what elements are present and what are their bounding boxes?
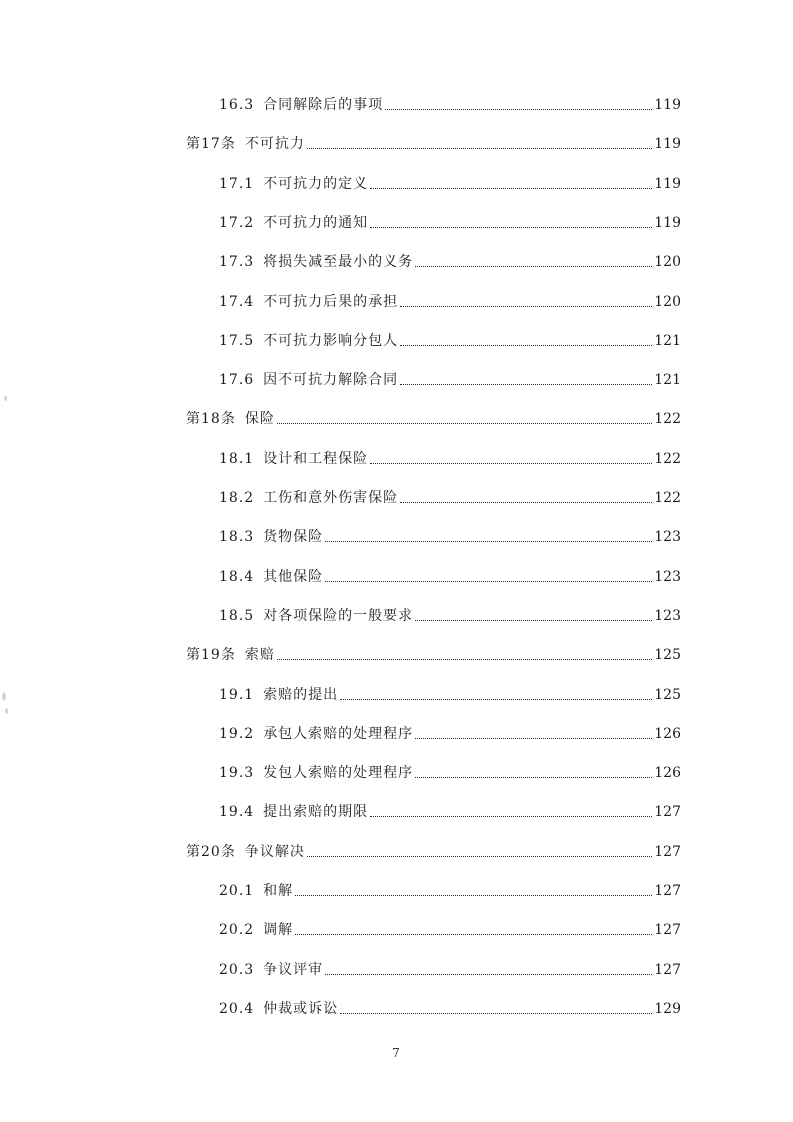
entry-number: 第20条: [186, 843, 236, 860]
dot-leader: [307, 856, 652, 857]
entry-number: 20.3: [219, 961, 255, 978]
entry-title: 索赔: [244, 647, 275, 664]
entry-number: 19.1: [219, 686, 255, 703]
entry-title: 合同解除后的事项: [263, 97, 384, 113]
entry-number: 16.3: [219, 97, 255, 113]
toc-section-entry: [219, 682, 681, 704]
entry-page-number: 125: [654, 647, 681, 664]
entry-page-number: 123: [654, 607, 681, 624]
entry-page-number: 121: [654, 332, 681, 349]
toc-section-entry: [219, 721, 681, 743]
dot-leader: [277, 659, 652, 660]
toc-section-entry: [219, 996, 681, 1018]
entry-title: 不可抗力的定义: [263, 175, 369, 192]
entry-title: 调解: [263, 922, 294, 939]
entry-page-number: 119: [654, 214, 681, 231]
toc-section-entry: [219, 485, 681, 507]
entry-page-number: 122: [654, 411, 681, 428]
scan-speck: [2, 692, 6, 701]
entry-title: 对各项保险的一般要求: [263, 607, 414, 624]
page-number: 7: [392, 1046, 400, 1060]
dot-leader: [415, 738, 652, 739]
entry-number: 19.3: [219, 765, 255, 782]
entry-page-number: 119: [654, 175, 681, 192]
toc-section-entry: [219, 957, 681, 979]
dot-leader: [385, 109, 652, 110]
entry-page-number: 122: [654, 490, 681, 506]
entry-page-number: 121: [654, 372, 681, 389]
toc-section-entry: [219, 917, 681, 939]
entry-page-number: 127: [654, 961, 681, 978]
entry-number: 18.5: [219, 607, 255, 624]
toc-section-entry: [219, 367, 681, 389]
entry-number: 第17条: [186, 136, 236, 153]
entry-page-number: 127: [654, 843, 681, 860]
entry-number: 18.2: [219, 490, 255, 506]
scan-speck: [5, 708, 8, 714]
dot-leader: [370, 463, 652, 464]
entry-title: 和解: [263, 883, 294, 899]
toc-article-entry: [186, 839, 681, 861]
entry-number: 18.3: [219, 529, 255, 546]
dot-leader: [415, 266, 652, 267]
toc-section-entry: [219, 760, 681, 782]
entry-number: 18.1: [219, 450, 255, 467]
entry-number: 19.2: [219, 725, 255, 742]
dot-leader: [400, 502, 652, 503]
scan-speck: [4, 396, 7, 401]
dot-leader: [325, 581, 652, 582]
toc-article-entry: [186, 406, 681, 428]
toc-article-entry: [186, 131, 681, 153]
entry-title: 不可抗力的通知: [263, 214, 369, 231]
entry-page-number: 129: [654, 1000, 681, 1017]
entry-title: 不可抗力: [244, 136, 305, 153]
dot-leader: [277, 423, 652, 424]
entry-page-number: 119: [654, 97, 681, 113]
toc-section-entry: [219, 171, 681, 193]
dot-leader: [340, 699, 652, 700]
entry-number: 20.4: [219, 1000, 255, 1017]
entry-number: 20.1: [219, 883, 255, 899]
entry-page-number: 120: [654, 254, 681, 271]
entry-title: 将损失减至最小的义务: [263, 254, 414, 271]
entry-title: 其他保险: [263, 568, 324, 585]
toc-section-entry: [219, 799, 681, 821]
toc-section-entry: [219, 603, 681, 625]
entry-title: 争议评审: [263, 961, 324, 978]
entry-title: 仲裁或诉讼: [263, 1000, 339, 1017]
dot-leader: [370, 816, 652, 817]
entry-page-number: 126: [654, 725, 681, 742]
dot-leader: [400, 345, 652, 346]
entry-number: 17.3: [219, 254, 255, 271]
dot-leader: [325, 974, 652, 975]
toc-section-entry: [219, 564, 681, 586]
toc-section-entry: [219, 446, 681, 468]
toc-section-entry: [219, 328, 681, 350]
toc-section-entry: [219, 210, 681, 232]
entry-title: 发包人索赔的处理程序: [263, 765, 414, 782]
entry-page-number: 123: [654, 568, 681, 585]
dot-leader: [307, 148, 652, 149]
toc-section-entry: [219, 92, 681, 114]
dot-leader: [400, 384, 652, 385]
entry-title: 提出索赔的期限: [263, 804, 369, 821]
entry-number: 19.4: [219, 804, 255, 821]
entry-title: 设计和工程保险: [263, 450, 369, 467]
dot-leader: [340, 1013, 652, 1014]
dot-leader: [400, 306, 652, 307]
entry-title: 保险: [244, 411, 275, 428]
entry-title: 不可抗力影响分包人: [263, 332, 399, 349]
entry-number: 17.2: [219, 214, 255, 231]
toc-section-entry: [219, 878, 681, 900]
dot-leader: [325, 541, 652, 542]
entry-title: 不可抗力后果的承担: [263, 293, 399, 310]
entry-number: 17.4: [219, 293, 255, 310]
dot-leader: [295, 934, 652, 935]
entry-title: 工伤和意外伤害保险: [263, 490, 399, 506]
entry-number: 20.2: [219, 922, 255, 939]
toc-article-entry: [186, 642, 681, 664]
entry-number: 第19条: [186, 647, 236, 664]
entry-page-number: 119: [654, 136, 681, 153]
entry-page-number: 127: [654, 883, 681, 899]
toc-section-entry: [219, 524, 681, 546]
toc-section-entry: [219, 289, 681, 311]
dot-leader: [370, 227, 652, 228]
entry-page-number: 127: [654, 804, 681, 821]
toc-section-entry: [219, 249, 681, 271]
entry-number: 第18条: [186, 411, 236, 428]
entry-title: 索赔的提出: [263, 686, 339, 703]
entry-page-number: 123: [654, 529, 681, 546]
entry-page-number: 120: [654, 293, 681, 310]
entry-page-number: 127: [654, 922, 681, 939]
entry-page-number: 125: [654, 686, 681, 703]
entry-title: 因不可抗力解除合同: [263, 372, 399, 389]
entry-number: 17.6: [219, 372, 255, 389]
dot-leader: [370, 188, 652, 189]
dot-leader: [295, 895, 652, 896]
entry-title: 承包人索赔的处理程序: [263, 725, 414, 742]
entry-title: 争议解决: [244, 843, 305, 860]
entry-number: 18.4: [219, 568, 255, 585]
entry-title: 货物保险: [263, 529, 324, 546]
entry-number: 17.5: [219, 332, 255, 349]
entry-page-number: 122: [654, 450, 681, 467]
dot-leader: [415, 777, 652, 778]
dot-leader: [415, 620, 652, 621]
entry-page-number: 126: [654, 765, 681, 782]
entry-number: 17.1: [219, 175, 255, 192]
